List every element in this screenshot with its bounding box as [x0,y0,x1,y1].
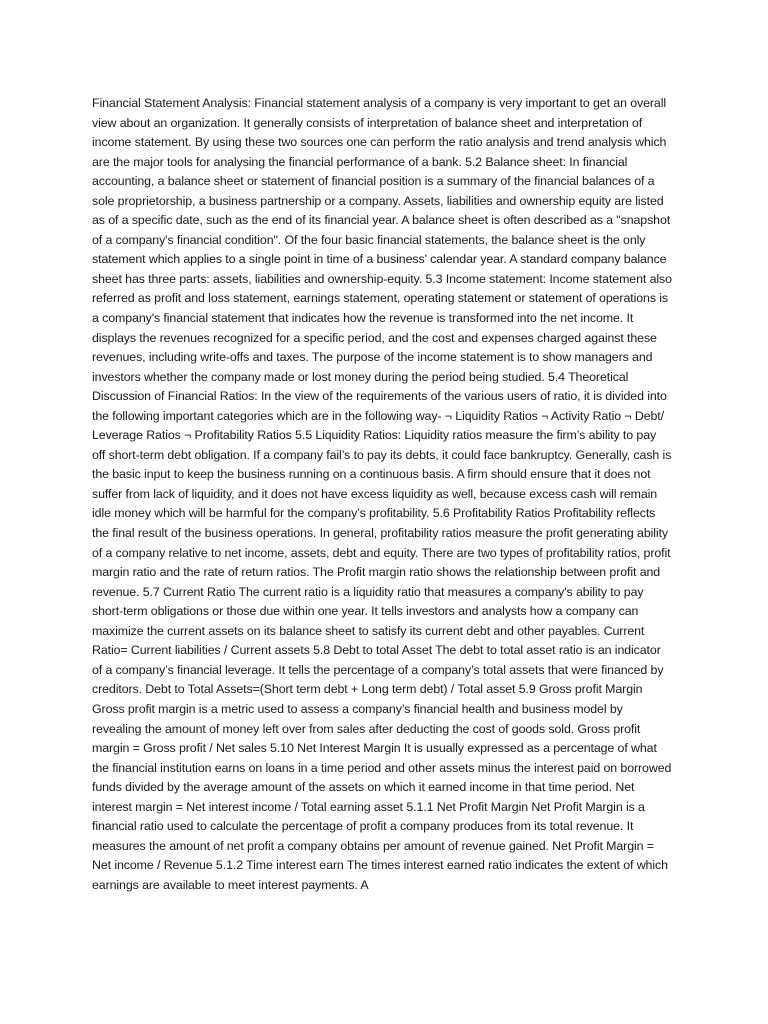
body-paragraph: Financial Statement Analysis: Financial statement analysis of a company is very important to get an overall view about an organization. It generally consists of interpretation of balance sheet and interpretation of income statement. By using these two sources one can perform the ratio analysis and trend analysis which are the major tools for analysing the financial performance of a bank. 5.2 Balance sheet: In financial accounting, a balance sheet or statement of financial position is a summary of the financial balances of a sole proprietorship, a business partnership or a company. Assets, liabilities and ownership equity are listed as of a specific date, such as the end of its financial year. A balance sheet is often described as a "snapshot of a company's financial condition". Of the four basic financial statements, the balance sheet is the only statement which applies to a single point in time of a business' calendar year. A standard company balance sheet has three parts: assets, liabilities and ownership-equity. 5.3 Income statement: Income statement also referred as profit and loss statement, earnings statement, operating statement or statement of operations is a company's financial statement that indicates how the revenue is transformed into the net income. It displays the revenues recognized for a specific period, and the cost and expenses charged against these revenues, including write-offs and taxes. The purpose of the income statement is to show managers and investors whether the company made or lost money during the period being studied. 5.4 Theoretical Discussion of Financial Ratios: In the view of the requirements of the various users of ratio, it is divided into the following important categories which are in the following way- ¬ Liquidity Ratios ¬ Activity Ratio ¬ Debt/ Leverage Ratios ¬ Profitability Ratios 5.5 Liquidity Ratios: Liquidity ratios measure the firm’s ability to pay off short-term debt obligation. If a company fail’s to pay its debts, it could face bankruptcy. Generally, cash is the basic input to keep the business running on a continuous basis. A firm should ensure that it does not suffer from lack of liquidity, and it does not have excess liquidity as well, because excess cash will remain idle money which will be harmful for the company’s profitability. 5.6 Profitability Ratios Profitability reflects the final result of the business operations. In general, profitability ratios measure the profit generating ability of a company relative to net income, assets, debt and equity. There are two types of profitability ratios, profit margin ratio and the rate of return ratios. The Profit margin ratio shows the relationship between profit and revenue. 5.7 Current Ratio The current ratio is a liquidity ratio that measures a company's ability to pay short-term obligations or those due within one year. It tells investors and analysts how a company can maximize the current assets on its balance sheet to satisfy its current debt and other payables. Current Ratio= Current liabilities / Current assets 5.8 Debt to total Asset The debt to total asset ratio is an indicator of a company’s financial leverage. It tells the percentage of a company’s total assets that were financed by creditors. Debt to Total Assets=(Short term debt + Long term debt) / Total asset 5.9 Gross profit Margin Gross profit margin is a metric used to assess a company’s financial health and business model by revealing the amount of money left over from sales after deducting the cost of goods sold. Gross profit margin = Gross profit / Net sales 5.10 Net Interest Margin It is usually expressed as a percentage of what the financial institution earns on loans in a time period and other assets minus the interest paid on borrowed funds divided by the average amount of the assets on which it earned income in that time period. Net interest margin = Net interest income / Total earning asset 5.1.1 Net Profit Margin Net Profit Margin is a financial ratio used to calculate the percentage of profit a company produces from its total revenue. It measures the amount of net profit a company obtains per amount of revenue gained. Net Profit Margin = Net income / Revenue 5.1.2 Time interest earn The times interest earned ratio indicates the extent of which earnings are available to meet interest payments. A [92,96,672,892]
